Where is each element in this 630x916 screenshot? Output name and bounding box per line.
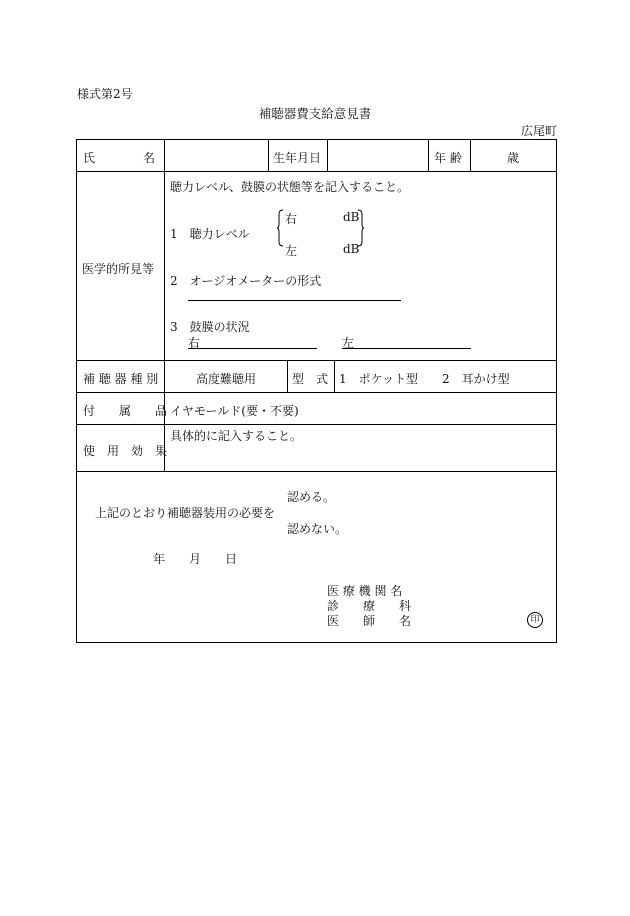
eardrum-status-label: 3 鼓膜の状況 bbox=[170, 320, 250, 334]
left-ear-label: 左 bbox=[285, 244, 298, 258]
right-ear-label: 右 bbox=[285, 212, 298, 226]
conclusion-text: 上記のとおり補聴器装用の必要を bbox=[95, 506, 276, 520]
audiometer-type-label: 2 オージオメーターの形式 bbox=[170, 274, 322, 288]
deny-option: 認めない。 bbox=[287, 522, 348, 536]
left-brace-icon bbox=[277, 209, 284, 247]
usage-effect-instruction: 具体的に記入すること。 bbox=[170, 429, 303, 443]
seal-mark-icon: 印 bbox=[527, 612, 543, 628]
device-type-options: 1 ポケット型 2 耳かけ型 bbox=[339, 372, 510, 386]
row-divider bbox=[77, 171, 556, 172]
row-divider bbox=[77, 424, 556, 425]
row-divider bbox=[77, 360, 556, 361]
accessory-label: 付 属 品 bbox=[83, 404, 168, 418]
dob-label: 生年月日 bbox=[273, 151, 322, 165]
town-name: 広尾町 bbox=[520, 124, 557, 138]
column-divider bbox=[287, 360, 288, 392]
hearing-level-label: 1 聴力レベル bbox=[170, 227, 250, 241]
medical-findings-label: 医学的所見等 bbox=[82, 262, 155, 276]
dob-field[interactable] bbox=[328, 141, 427, 170]
name-field[interactable] bbox=[165, 141, 267, 170]
department-label: 診 療 科 bbox=[327, 599, 412, 613]
label-column-divider bbox=[164, 140, 165, 472]
device-type-label: 型 式 bbox=[292, 372, 329, 386]
date-month: 月 bbox=[189, 552, 202, 566]
usage-effect-label: 使 用 効 果 bbox=[83, 444, 168, 458]
document-title: 補聴器費支給意見書 bbox=[258, 106, 372, 121]
physician-label: 医 師 名 bbox=[327, 614, 412, 628]
date-year: 年 bbox=[153, 552, 166, 566]
right-brace-icon bbox=[357, 209, 364, 247]
accessory-value: イヤモールド(要・不要) bbox=[170, 404, 299, 418]
column-divider bbox=[334, 360, 335, 392]
column-divider bbox=[268, 140, 269, 171]
left-db-unit: dB bbox=[343, 242, 360, 256]
medical-instruction: 聴力レベル、鼓膜の状態等を記入すること。 bbox=[170, 180, 410, 194]
name-label: 氏 名 bbox=[83, 151, 156, 165]
institution-label: 医 療 機 関 名 bbox=[327, 584, 403, 598]
form-number: 様式第2号 bbox=[77, 87, 133, 101]
row-divider bbox=[77, 392, 556, 393]
device-kind-label: 補 聴 器 種 別 bbox=[83, 372, 159, 386]
eardrum-left-label: 左 bbox=[342, 336, 355, 350]
approve-option: 認める。 bbox=[287, 490, 336, 504]
opinion-form-table bbox=[76, 139, 557, 643]
age-label: 年 齢 bbox=[434, 151, 462, 165]
date-day: 日 bbox=[225, 552, 238, 566]
eardrum-right-label: 右 bbox=[188, 336, 201, 350]
eardrum-left-line[interactable] bbox=[342, 348, 471, 349]
row-divider bbox=[77, 471, 556, 472]
eardrum-right-line[interactable] bbox=[188, 348, 317, 349]
device-kind-value: 高度難聴用 bbox=[196, 372, 257, 386]
age-unit: 歳 bbox=[507, 151, 520, 165]
column-divider bbox=[428, 140, 429, 171]
right-db-unit: dB bbox=[343, 210, 360, 224]
column-divider bbox=[470, 140, 471, 171]
audiometer-type-line[interactable] bbox=[188, 300, 401, 301]
